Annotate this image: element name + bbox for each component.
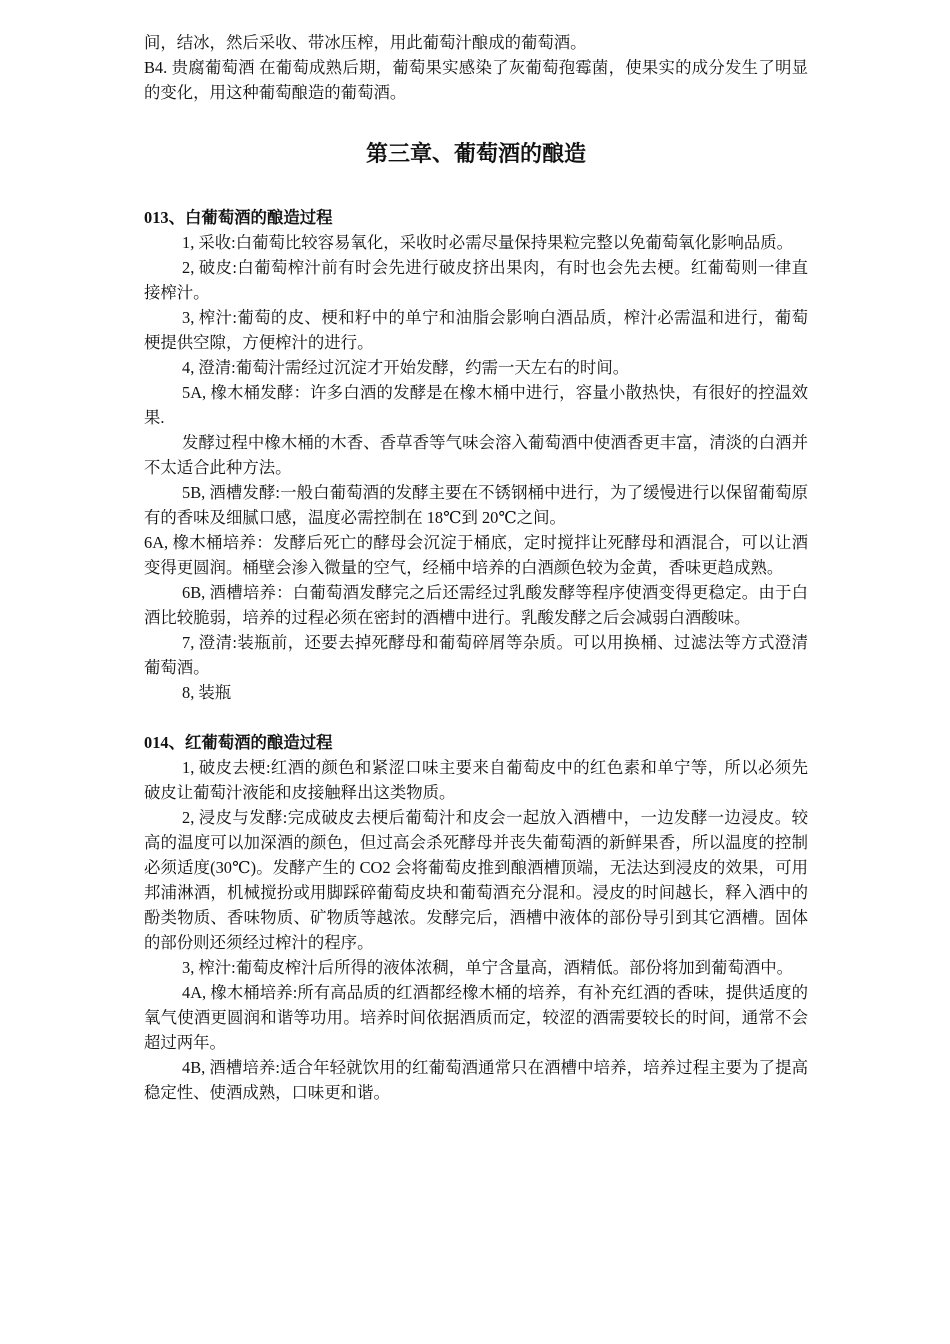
step-red-oak-aging: 4A, 橡木桶培养:所有高品质的红酒都经橡木桶的培养，有补充红酒的香味，提供适度的氧气使酒更圆润和谐等功用。培养时间依据酒质而定，较涩的酒需要较长的时间，通常不会超过两年。 [144,983,808,1052]
document-page [144,30,808,1105]
step-settle: 4, 澄清:葡萄汁需经过沉淀才开始发酵，约需一天左右的时间。 [182,358,630,377]
step-oak-ferment: 5A, 橡木桶发酵：许多白酒的发酵是在橡木桶中进行，容量小散热快，有很好的控温效果. [144,383,808,427]
section-heading-014: 014、红葡萄酒的酿造过程 [144,733,333,752]
section-white-wine [144,205,808,705]
intro-paragraph-b4: B4. 贵腐葡萄酒 在葡萄成熟后期，葡萄果实感染了灰葡萄孢霉菌，使果实的成分发生了明显的变化，用这种葡萄酿造的葡萄酒。 [144,58,808,102]
section-spacer [144,705,808,730]
section-heading-013: 013、白葡萄酒的酿造过程 [144,208,333,227]
step-oak-aging: 6A, 橡木桶培养：发酵后死亡的酵母会沉淀于桶底，定时搅拌让死酵母和酒混合，可以让酒变得更圆润。桶壁会渗入微量的空气，经桶中培养的白酒颜色较为金黄，香味更趋成熟。 [144,533,808,577]
step-oak-ferment-note: 发酵过程中橡木桶的木香、香草香等气味会溶入葡萄酒中使酒香更丰富，清淡的白酒并不太适合此种方法。 [144,433,808,477]
step-bottle: 8, 装瓶 [182,683,232,702]
step-red-tank-aging: 4B, 酒槽培养:适合年轻就饮用的红葡萄酒通常只在酒槽中培养，培养过程主要为了提高稳定性、使酒成熟，口味更和谐。 [144,1058,808,1102]
step-destem: 1, 破皮去梗:红酒的颜色和紧涩口味主要来自葡萄皮中的红色素和单宁等，所以必须先破皮让葡萄汁液能和皮接触释出这类物质。 [144,758,808,802]
section-red-wine [144,730,808,1105]
step-maceration: 2, 浸皮与发酵:完成破皮去梗后葡萄汁和皮会一起放入酒槽中，一边发酵一边浸皮。较高的温度可以加深酒的颜色，但过高会杀死酵母并丧失葡萄酒的新鲜果香，所以温度的控制必须适度(30℃)。发酵产生的 CO2 会将葡萄皮推到酿酒槽顶端，无法达到浸皮的效果，可用邦浦淋酒，机械搅扮或用脚踩碎葡萄皮块和葡萄酒充分混和。浸皮的时间越长，释入酒中的酚类物质、香味物质、矿物质等越浓。发酵完后，酒槽中液体的部份导引到其它酒槽。固体的部份则还须经过榨汁的程序。 [144,808,808,952]
step-tank-ferment: 5B, 酒槽发酵:一般白葡萄酒的发酵主要在不锈钢桶中进行，为了缓慢进行以保留葡萄原有的香味及细腻口感，温度必需控制在 18℃到 20℃之间。 [144,483,808,527]
step-crush: 2, 破皮:白葡萄榨汁前有时会先进行破皮挤出果肉，有时也会先去梗。红葡萄则一律直接榨汁。 [144,258,808,302]
step-tank-aging: 6B, 酒槽培养：白葡萄酒发酵完之后还需经过乳酸发酵等程序使酒变得更稳定。由于白酒比较脆弱，培养的过程必须在密封的酒槽中进行。乳酸发酵之后会减弱白酒酸味。 [144,583,808,627]
intro-paragraph-1: 间，结冰，然后采收、带冰压榨，用此葡萄汁酿成的葡萄酒。 [144,33,587,52]
step-red-press: 3, 榨汁:葡萄皮榨汁后所得的液体浓稠，单宁含量高，酒精低。部份将加到葡萄酒中。 [182,958,794,977]
step-press: 3, 榨汁:葡萄的皮、梗和籽中的单宁和油脂会影响白酒品质，榨汁必需温和进行，葡萄梗提供空隙，方便榨汁的进行。 [144,308,808,352]
chapter-title: 第三章、葡萄酒的酿造 [365,141,586,166]
step-harvest: 1, 采收:白葡萄比较容易氧化，采收时必需尽量保持果粒完整以免葡萄氧化影响品质。 [182,233,794,252]
step-clarify: 7, 澄清:装瓶前，还要去掉死酵母和葡萄碎屑等杂质。可以用换桶、过滤法等方式澄清葡萄酒。 [144,633,808,677]
